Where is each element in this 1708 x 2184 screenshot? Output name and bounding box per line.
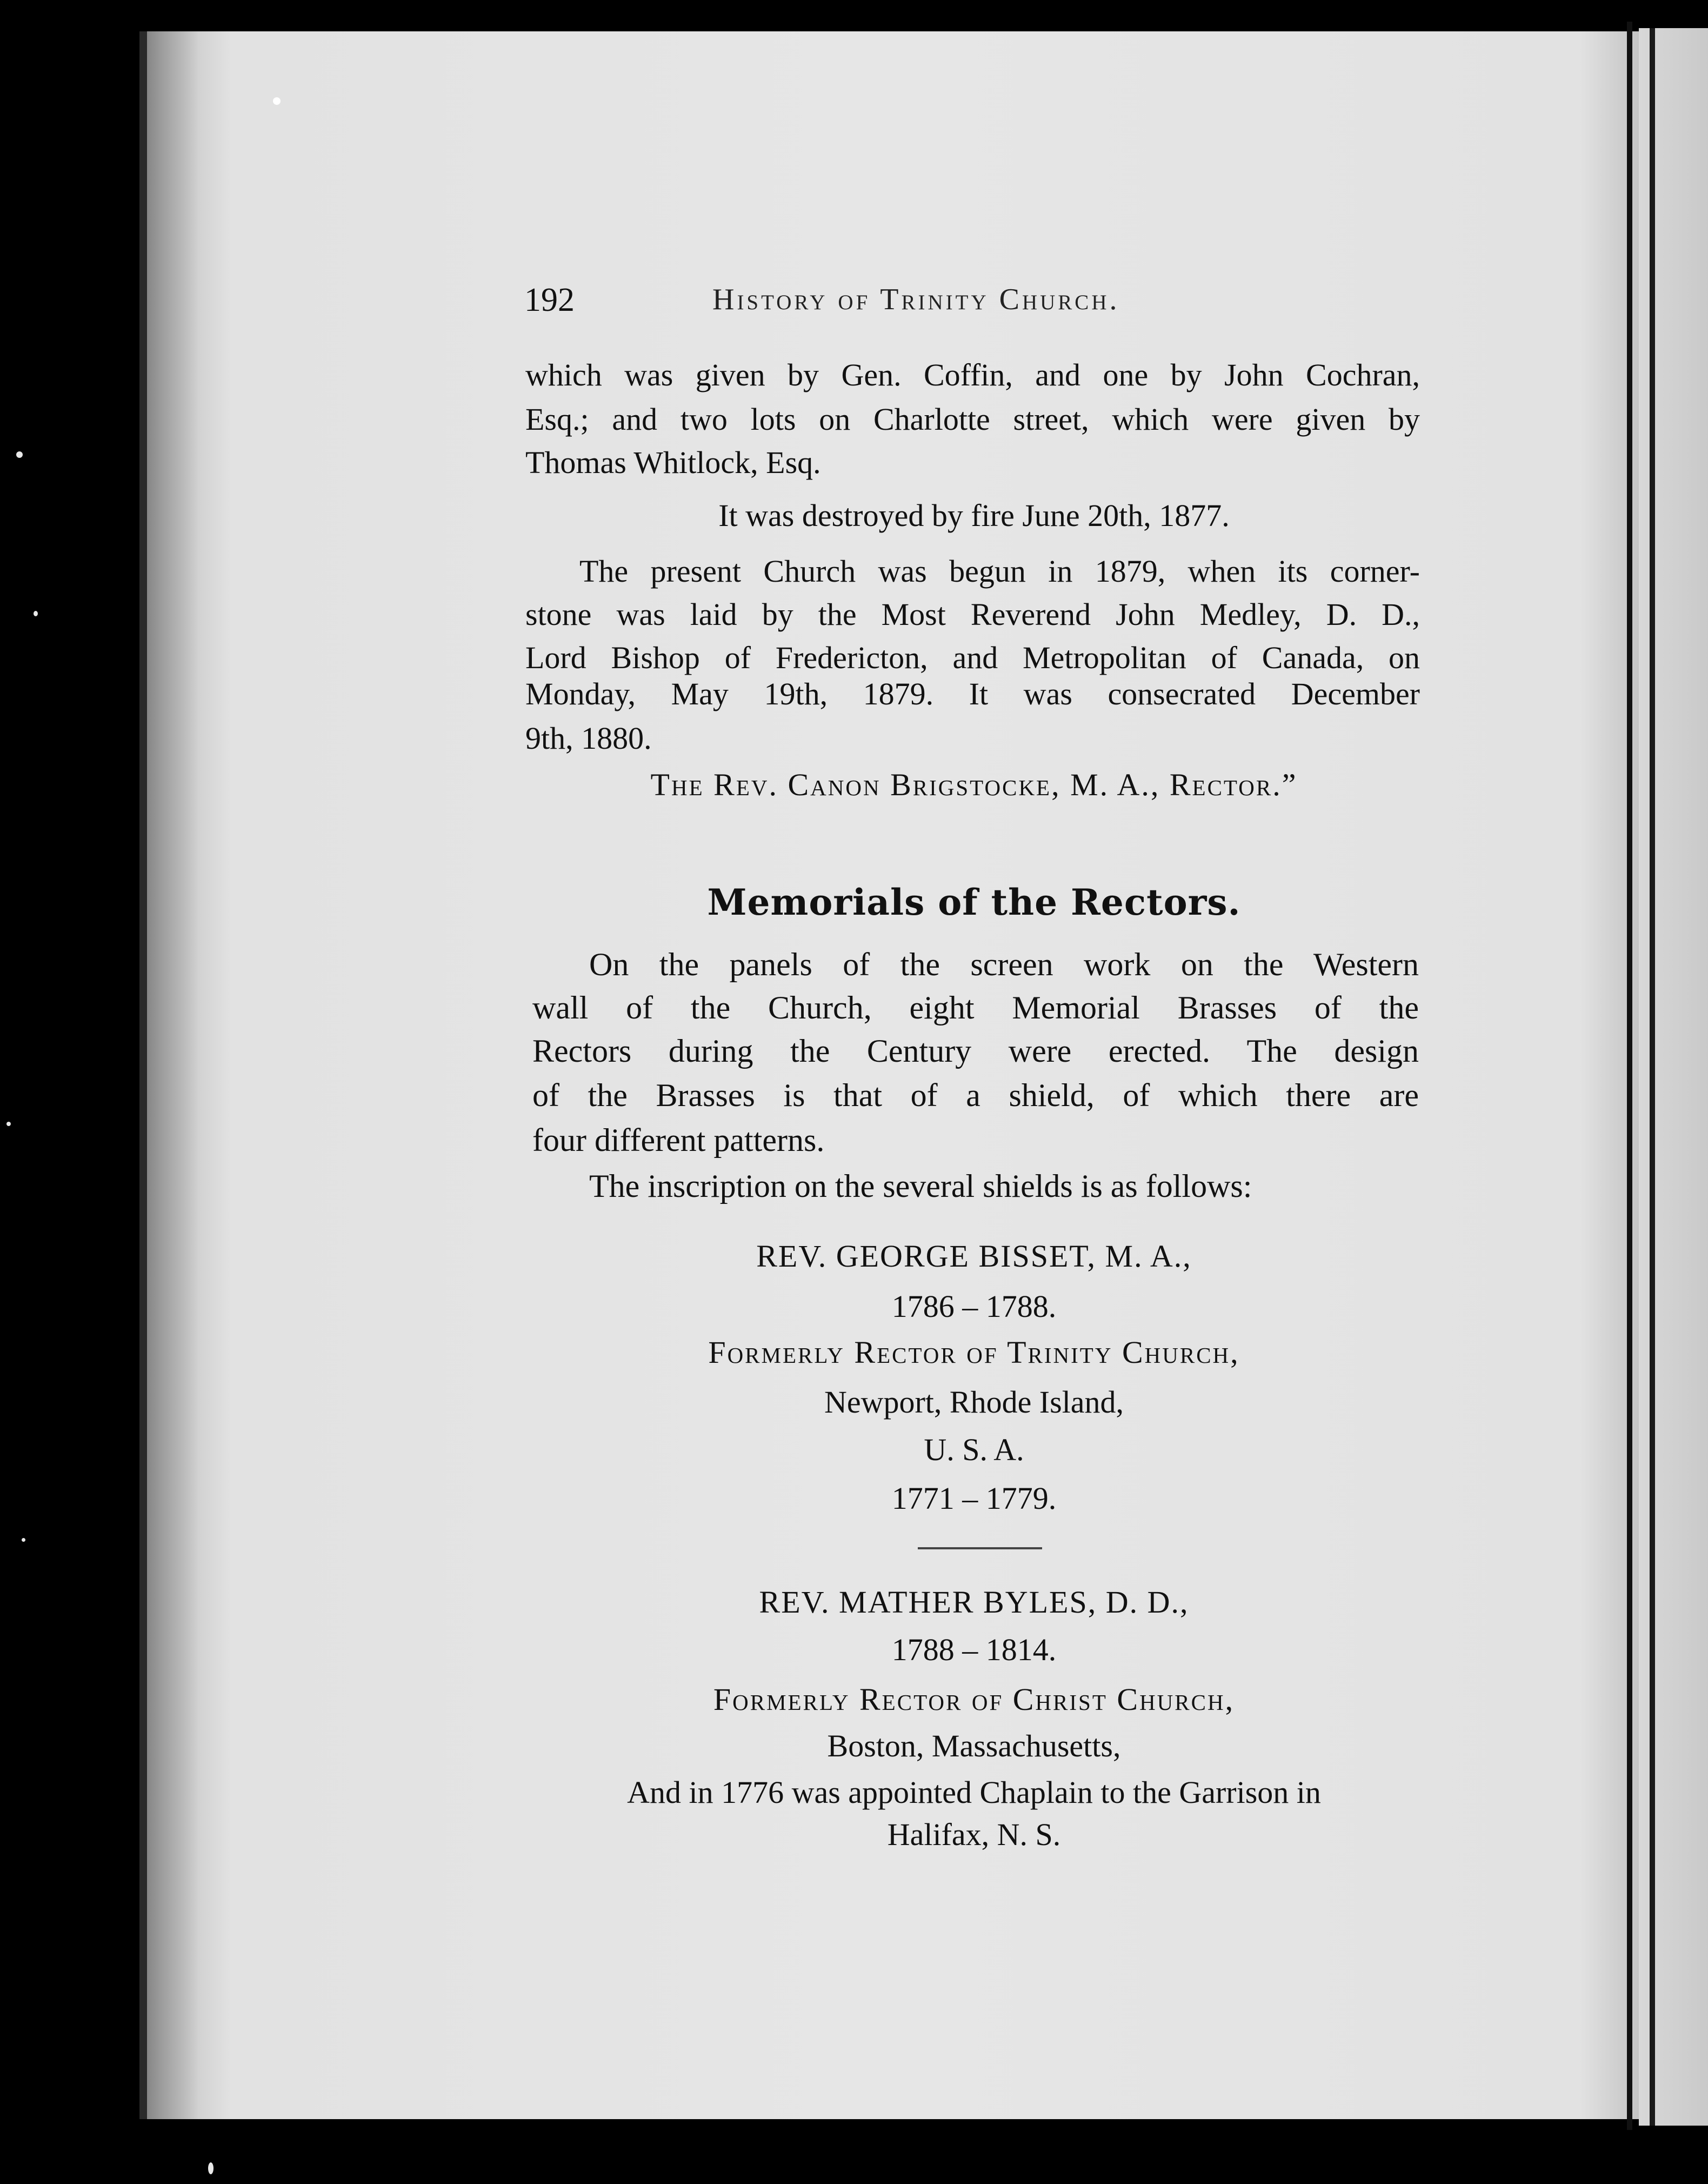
paragraph-line: Thomas Whitlock, Esq. <box>525 445 821 480</box>
inscription-name: REV. GEORGE BISSET, M. A., <box>756 1239 1192 1274</box>
paragraph-line: 9th, 1880. <box>525 721 652 756</box>
inscription-note: Halifax, N. S. <box>887 1817 1061 1852</box>
inscription-years: 1788 – 1814. <box>891 1632 1057 1667</box>
dust-speck <box>22 1538 25 1542</box>
fire-statement: It was destroyed by fire June 20th, 1877. <box>718 498 1230 533</box>
paragraph-line: four different patterns. <box>532 1122 825 1158</box>
paragraph-line: wall of the Church, eight Memorial Brasses of the <box>532 990 1419 1026</box>
inscription-formerly: Formerly Rector of Christ Church, <box>713 1682 1235 1717</box>
paragraph-line: Esq.; and two lots on Charlotte street, which were given by <box>525 402 1420 437</box>
paragraph-line: On the panels of the screen work on the Western <box>589 947 1419 982</box>
inscription-country: U. S. A. <box>924 1432 1024 1467</box>
paragraph-line: Rectors during the Century were erected. The design <box>532 1033 1419 1069</box>
book-spine <box>1627 22 1632 2130</box>
inscription-place: Boston, Massachusetts, <box>827 1728 1121 1763</box>
paragraph-line: Lord Bishop of Fredericton, and Metropolitan of Canada, on <box>525 640 1420 675</box>
running-title: History of Trinity Church. <box>712 283 1120 316</box>
separator-rule <box>918 1547 1042 1549</box>
dust-speck <box>208 2162 214 2174</box>
paragraph-line: which was given by Gen. Coffin, and one by John Cochran, <box>525 357 1420 392</box>
paragraph-line: Monday, May 19th, 1879. It was consecrated December <box>525 676 1420 711</box>
facing-page-edge <box>1650 28 1655 2126</box>
paragraph-line: stone was laid by the Most Reverend John Medley, D. D., <box>525 597 1420 632</box>
paragraph-line: The inscription on the several shields is as follows: <box>589 1168 1252 1204</box>
dust-speck <box>273 97 281 105</box>
section-heading: Memorials of the Rectors. <box>707 881 1241 923</box>
paragraph-line: The present Church was begun in 1879, when its corner- <box>579 554 1420 589</box>
dust-speck <box>6 1122 11 1126</box>
inscription-dates: 1771 – 1779. <box>891 1481 1057 1516</box>
page-left-edge <box>139 31 147 2119</box>
dust-speck <box>16 451 23 458</box>
rector-signature: The Rev. Canon Brigstocke, M. A., Rector.” <box>650 767 1298 802</box>
inscription-formerly: Formerly Rector of Trinity Church, <box>708 1335 1240 1370</box>
inscription-note: And in 1776 was appointed Chaplain to the Garrison in <box>627 1775 1321 1810</box>
inscription-years: 1786 – 1788. <box>891 1289 1057 1324</box>
page-number: 192 <box>524 282 575 318</box>
inscription-name: REV. MATHER BYLES, D. D., <box>759 1584 1189 1620</box>
inscription-place: Newport, Rhode Island, <box>824 1384 1124 1420</box>
paragraph-line: of the Brasses is that of a shield, of which there are <box>532 1077 1419 1113</box>
dust-speck <box>34 611 38 616</box>
